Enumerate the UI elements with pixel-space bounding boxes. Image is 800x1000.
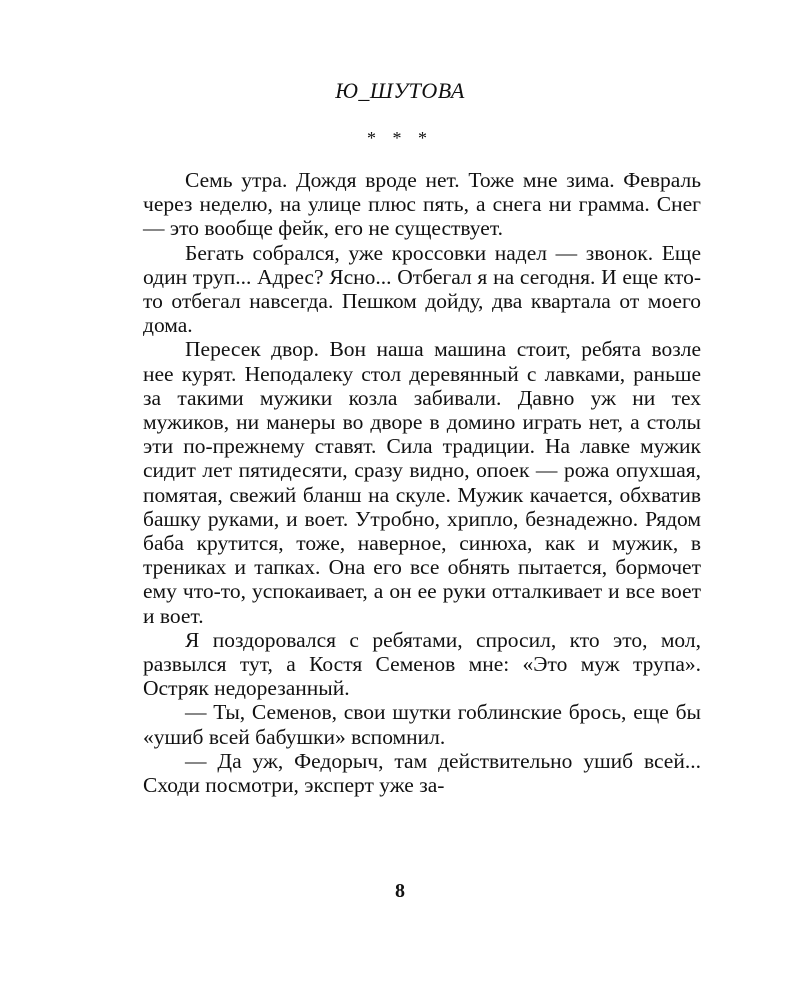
page-number: 8 (395, 880, 405, 902)
paragraph: Пересек двор. Вон наша машина стоит, ребята возле нее курят. Неподалеку стол деревянный с лавками, раньше за такими мужики козла забивали. Давно уж ни тех мужиков, ни манеры во дворе в домино играть нет, а столы эти по-прежнему ставят. Сила традиции. На лавке мужик сидит лет пятидесяти, сразу видно, опоек — рожа опухшая, помятая, свежий бланш на скуле. Мужик качается, обхватив башку руками, и воет. Утробно, хрипло, безнадежно. Рядом баба крутится, тоже, наверное, синюха, как и мужик, в трениках и тапках. Она его все обнять пытается, бормочет ему что-то, успокаивает, а он ее руки отталкивает и все воет и воет. (143, 337, 701, 628)
paragraph: — Ты, Семенов, свои шутки гоблинские брось, еще бы «ушиб всей бабушки» вспомнил. (143, 700, 701, 749)
paragraph: Бегать собрался, уже кроссовки надел — звонок. Еще один труп... Адрес? Ясно... Отбегал я на сегодня. И еще кто-то отбегал навсегда. Пешком дойду, два квартала от моего дома. (143, 240, 701, 338)
paragraph: — Да уж, Федорыч, там действительно ушиб всей... Сходи посмотри, эксперт уже за- (143, 748, 701, 798)
paragraph: Я поздоровался с ребятами, спросил, кто это, мол, развылся тут, а Костя Семенов мне: «Это муж трупа». Остряк недорезанный. (143, 627, 701, 701)
running-header-author: Ю_ШУТОВА (335, 78, 465, 103)
page-body-text (143, 168, 701, 797)
paragraph: Семь утра. Дождя вроде нет. Тоже мне зима. Февраль через неделю, на улице плюс пять, а снега ни грамма. Снег — это вообще фейк, его не существует. (143, 168, 701, 241)
section-separator: * * * (367, 128, 433, 148)
